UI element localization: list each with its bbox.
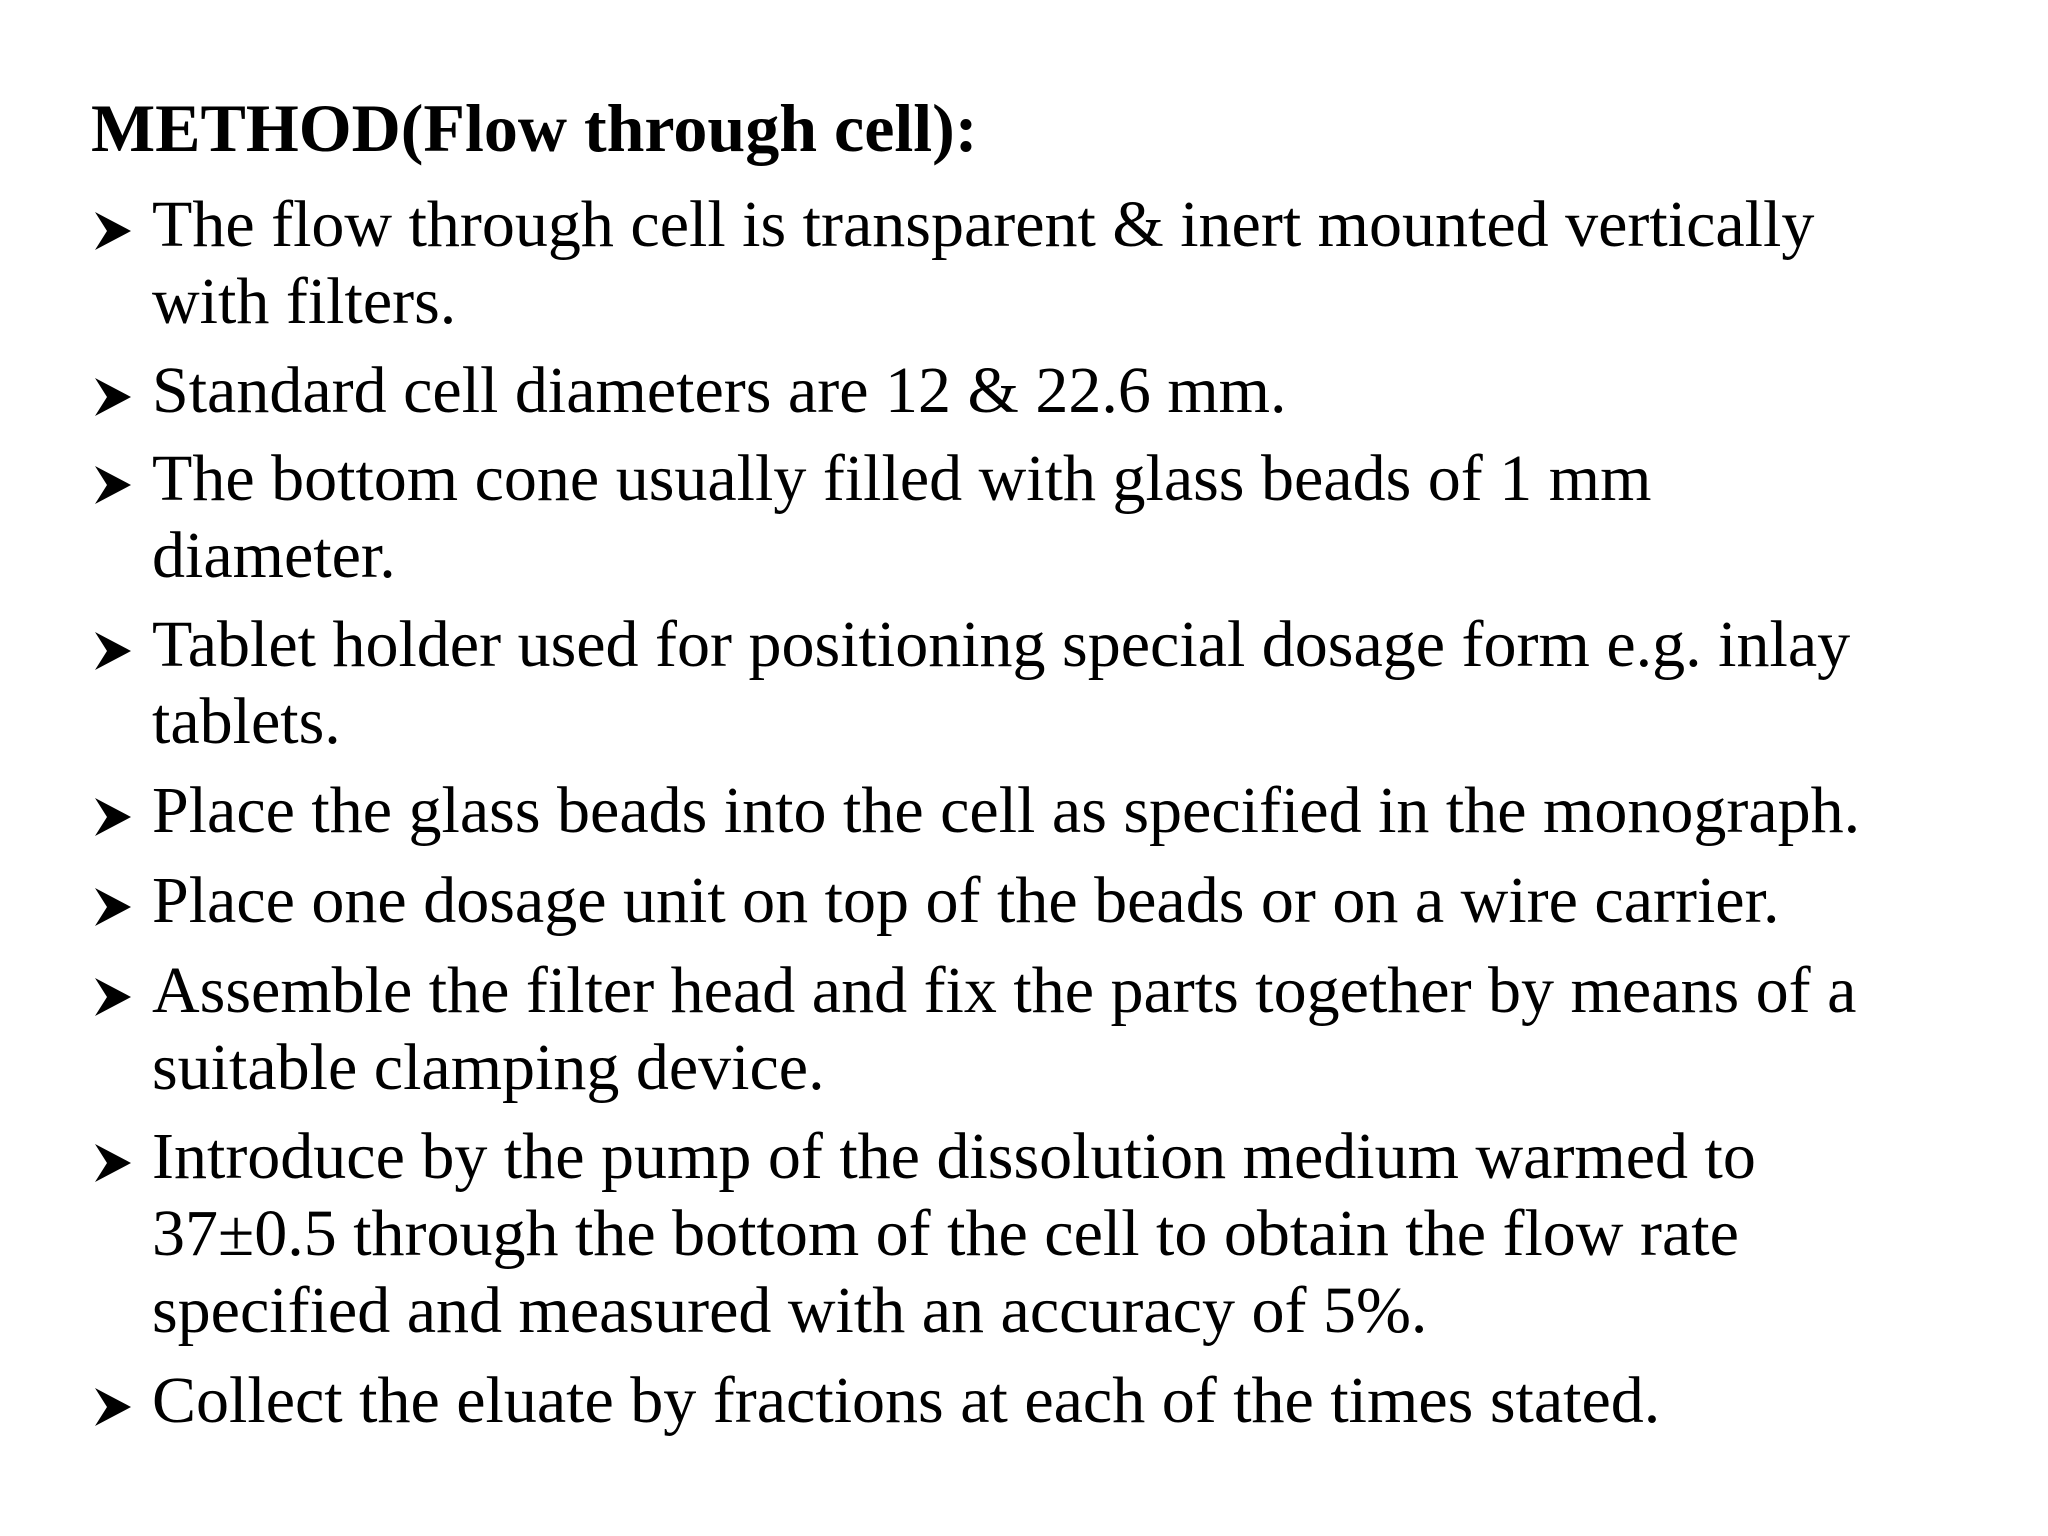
bullet-line: Collect the eluate by fractions at each of the times stated. [152, 1364, 1661, 1437]
bullet-text [152, 862, 1992, 939]
bullet-line: The bottom cone usually filled with glass beads of 1 mm [152, 442, 1652, 515]
bullet-line: The flow through cell is transparent & inert mounted vertically [152, 188, 1815, 261]
arrowhead-bullet-icon [91, 1370, 135, 1430]
bullet-line: Introduce by the pump of the dissolution medium warmed to [152, 1120, 1756, 1193]
bullet-line: tablets. [152, 685, 341, 758]
bullet-text [152, 772, 1992, 849]
arrowhead-bullet-icon [91, 1126, 135, 1186]
bullet-line: Place the glass beads into the cell as specified in the monograph. [152, 774, 1861, 847]
bullet-line: 37±0.5 through the bottom of the cell to obtain the flow rate [152, 1197, 1739, 1270]
bullet-text [152, 352, 1992, 429]
bullet-line: specified and measured with an accuracy of 5%. [152, 1274, 1428, 1347]
arrowhead-bullet-icon [91, 448, 135, 508]
slide-title: METHOD(Flow through cell): [91, 90, 978, 166]
arrowhead-bullet-icon [91, 360, 135, 420]
bullet-text [152, 1118, 1992, 1349]
bullet-line: Assemble the filter head and fix the parts together by means of a [152, 954, 1857, 1027]
arrowhead-bullet-icon [91, 614, 135, 674]
bullet-line: Tablet holder used for positioning special dosage form e.g. inlay [152, 608, 1851, 681]
bullet-line: with filters. [152, 265, 457, 338]
bullet-text [152, 1362, 1992, 1439]
bullet-line: Place one dosage unit on top of the beads or on a wire carrier. [152, 864, 1780, 937]
arrowhead-bullet-icon [91, 870, 135, 930]
bullet-text [152, 606, 1992, 760]
bullet-line: suitable clamping device. [152, 1031, 825, 1104]
bullet-text [152, 186, 1992, 340]
arrowhead-bullet-icon [91, 780, 135, 840]
bullet-line: Standard cell diameters are 12 & 22.6 mm. [152, 354, 1287, 427]
arrowhead-bullet-icon [91, 194, 135, 254]
bullet-text [152, 952, 1992, 1106]
arrowhead-bullet-icon [91, 960, 135, 1020]
bullet-text [152, 440, 1992, 594]
bullet-line: diameter. [152, 519, 396, 592]
